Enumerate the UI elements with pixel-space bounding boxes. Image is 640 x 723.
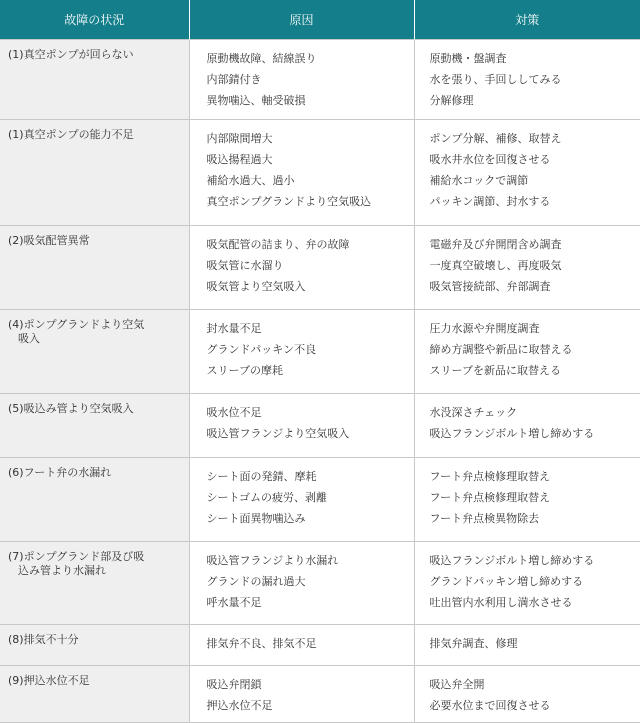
table-row: [0, 394, 640, 458]
cause-item: スリーブの摩耗: [206, 364, 283, 377]
header-row: [0, 0, 640, 40]
symptom-text: (1)真空ポンプの能力不足: [8, 128, 134, 141]
countermeasure-cell: [414, 458, 640, 542]
cause-cell: [189, 458, 414, 542]
cause-item: 吸気管より空気吸入: [206, 280, 306, 293]
countermeasure-cell: [414, 542, 640, 625]
symptom-cell: [0, 458, 189, 542]
countermeasure-item: 吸込フランジボルト増し締めする: [429, 554, 595, 567]
symptom-text: (8)排気不十分: [8, 633, 79, 646]
countermeasure-item: フート弁点検異物除去: [429, 512, 540, 525]
header-cause: 原因: [189, 0, 414, 40]
symptom-text: (2)吸気配管異常: [8, 234, 90, 247]
table-row: [0, 666, 640, 723]
cause-cell: [189, 394, 414, 458]
cause-cell: [189, 40, 414, 120]
symptom-text: (6)フート弁の水漏れ: [8, 466, 112, 479]
cause-item: 原動機故障、結線誤り: [206, 52, 317, 65]
countermeasure-cell: [414, 666, 640, 723]
countermeasure-item: 圧力水源や弁開度調査: [429, 322, 540, 335]
countermeasure-item: 吸込フランジボルト増し締めする: [429, 427, 595, 440]
cause-item: 真空ポンプグランドより空気吸込: [206, 195, 372, 208]
countermeasure-item: 補給水コックで調節: [429, 174, 529, 187]
countermeasure-item: スリーブを新品に取替える: [429, 364, 561, 377]
countermeasure-cell: [414, 40, 640, 120]
cause-item: 内部隙間増大: [206, 132, 273, 145]
countermeasure-item: 水を張り、手回ししてみる: [429, 73, 562, 86]
countermeasure-cell: [414, 226, 640, 310]
cause-item: 封水量不足: [206, 322, 262, 335]
cause-item: グランドの漏れ過大: [206, 575, 306, 588]
symptom-text: (5)吸込み管より空気吸入: [8, 402, 134, 415]
header-symptom: 故障の状況: [0, 0, 189, 40]
countermeasure-cell: [414, 310, 640, 394]
cause-cell: [189, 226, 414, 310]
cause-item: 吸込弁閉鎖: [206, 678, 262, 691]
cause-item: 押込水位不足: [206, 699, 273, 712]
countermeasure-item: パッキン調節、封水する: [429, 195, 551, 208]
cause-item: 排気弁不良、排気不足: [206, 637, 317, 650]
cause-item: 吸込揚程過大: [206, 153, 273, 166]
countermeasure-item: 吸気管接続部、弁部調査: [429, 280, 551, 293]
symptom-cell: [0, 394, 189, 458]
cause-item: シート面の発錆、摩耗: [206, 470, 317, 483]
countermeasure-cell: [414, 120, 640, 226]
countermeasure-item: 一度真空破壊し、再度吸気: [429, 259, 562, 272]
table-row: [0, 310, 640, 394]
table-row: [0, 625, 640, 666]
table-row: [0, 40, 640, 120]
cause-item: 吸込管フランジより水漏れ: [206, 554, 339, 567]
header-countermeasure: 対策: [414, 0, 640, 40]
cause-cell: [189, 120, 414, 226]
countermeasure-item: 締め方調整や新品に取替える: [429, 343, 573, 356]
table-row: [0, 120, 640, 226]
cause-cell: [189, 310, 414, 394]
cause-item: グランドパッキン不良: [206, 343, 317, 356]
symptom-cell: [0, 120, 189, 226]
countermeasure-item: ポンプ分解、補修、取替え: [429, 132, 562, 145]
cause-item: 吸気管に水溜り: [206, 259, 284, 272]
countermeasure-item: グランドパッキン増し締めする: [429, 575, 584, 588]
table-row: [0, 542, 640, 625]
symptom-text: (9)押込水位不足: [8, 674, 90, 687]
cause-item: 吸込管フランジより空気吸入: [206, 427, 350, 440]
cause-cell: [189, 666, 414, 723]
countermeasure-item: フート弁点検修理取替え: [429, 470, 551, 483]
countermeasure-cell: [414, 394, 640, 458]
symptom-cell: [0, 226, 189, 310]
symptom-text-continued: 吸入: [18, 332, 40, 345]
symptom-cell: [0, 625, 189, 666]
countermeasure-item: 分解修理: [429, 94, 474, 107]
cause-item: 吸気配管の詰まり、弁の故障: [206, 238, 350, 251]
cause-item: シートゴムの疲労、剥離: [206, 491, 328, 504]
countermeasure-item: 吸込弁全開: [429, 678, 485, 691]
symptom-text: (1)真空ポンプが回らない: [8, 48, 134, 61]
countermeasure-item: 吸水井水位を回復させる: [429, 153, 551, 166]
symptom-text: (7)ポンプグランド部及び吸: [8, 550, 145, 563]
countermeasure-item: 水没深さチェック: [429, 406, 518, 419]
cause-item: 補給水過大、過小: [206, 174, 295, 187]
countermeasure-item: 排気弁調査、修理: [429, 637, 518, 650]
symptom-text: (4)ポンプグランドより空気: [8, 318, 145, 331]
cause-cell: [189, 542, 414, 625]
countermeasure-cell: [414, 625, 640, 666]
cause-cell: [189, 625, 414, 666]
table-row: [0, 226, 640, 310]
countermeasure-item: フート弁点検修理取替え: [429, 491, 551, 504]
cause-item: 異物噛込、軸受破損: [206, 94, 306, 107]
cause-item: 内部錆付き: [206, 73, 262, 86]
symptom-cell: [0, 542, 189, 625]
cause-item: 吸水位不足: [206, 406, 262, 419]
countermeasure-item: 原動機・盤調査: [429, 52, 507, 65]
countermeasure-item: 吐出管内水利用し満水させる: [429, 596, 573, 609]
symptom-cell: [0, 310, 189, 394]
table-row: [0, 458, 640, 542]
cause-item: シート面異物噛込み: [206, 512, 306, 525]
cause-item: 呼水量不足: [206, 596, 262, 609]
symptom-text-continued: 込み管より水漏れ: [18, 564, 106, 577]
symptom-cell: [0, 40, 189, 120]
countermeasure-item: 電磁弁及び弁開閉含め調査: [429, 238, 562, 251]
symptom-cell: [0, 666, 189, 723]
countermeasure-item: 必要水位まで回復させる: [429, 699, 551, 712]
